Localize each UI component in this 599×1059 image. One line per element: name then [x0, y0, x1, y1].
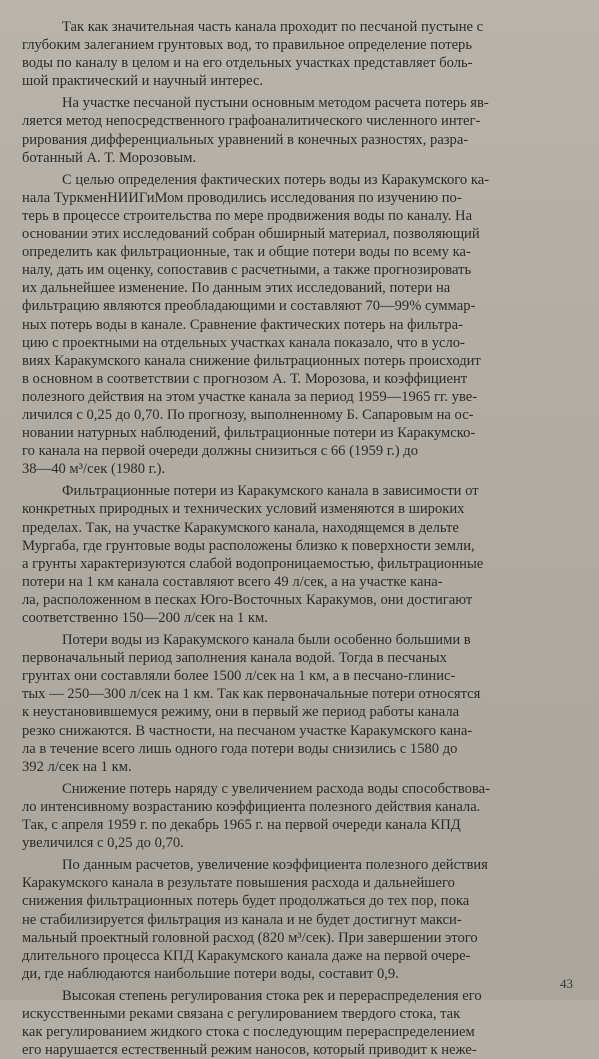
text-line: виях Каракумского канала снижение фильтрационных потерь происходит: [22, 352, 481, 369]
text-line: ла, расположенном в песках Юго-Восточных Каракумов, они достигают: [22, 591, 473, 608]
text-line: первоначальный период заполнения канала водой. Тогда в песчаных: [22, 650, 447, 667]
text-line: длительного процесса КПД Каракумского канала даже на первой очере-: [22, 947, 471, 964]
text-line: По данным расчетов, увеличение коэффициента полезного действия: [62, 857, 488, 874]
text-line: Высокая степень регулирования стока рек и перераспределения его: [62, 987, 482, 1004]
text-line: цию с проектными на отдельных участках канала показало, что в усло-: [22, 334, 465, 351]
text-line: снижения фильтрационных потерь будет продолжаться до тех пор, пока: [22, 893, 470, 910]
text-line: не стабилизируется фильтрация из канала и не будет достигнут макси-: [22, 911, 462, 928]
text-line: воды по каналу в целом и на его отдельных участках представляет боль-: [22, 55, 473, 72]
text-line: Каракумского канала в результате повышения расхода и дальнейшего: [22, 875, 455, 892]
text-line: основании этих исследований собран обширный материал, позволяющий: [22, 226, 480, 243]
paragraph: [22, 631, 575, 776]
text-line: На участке песчаной пустыни основным методом расчета потерь яв-: [62, 95, 489, 112]
text-line: фильтрацию являются преобладающими и составляют 70—99% суммар-: [22, 298, 476, 315]
text-line: нала ТуркменНИИГиМом проводились исследования по изучению по-: [22, 189, 462, 206]
text-line: личился с 0,25 до 0,70. По прогнозу, выполненному Б. Сапаровым на ос-: [22, 406, 474, 423]
text-line: потери на 1 км канала составляют всего 49 л/сек, а на участке кана-: [22, 573, 443, 590]
paragraph: [22, 856, 575, 983]
text-line: го канала на первой очереди должны снизиться с 66 (1959 г.) до: [22, 443, 418, 460]
text-line: резко снижаются. В частности, на песчаном участке Каракумского кана-: [22, 722, 473, 739]
text-line: к неустановившемуся режиму, они в первый же период работы канала: [22, 704, 460, 721]
text-line: грунтах они составляли более 1500 л/сек на 1 км, а в песчано-глинис-: [22, 668, 456, 685]
text-line: ботанный А. Т. Морозовым.: [22, 149, 197, 166]
text-line: соответственно 150—200 л/сек на 1 км.: [22, 610, 268, 626]
text-line: Так как значительная часть канала проходит по песчаной пустыне с: [62, 19, 484, 35]
text-line: шой практический и научный интерес.: [22, 73, 264, 90]
text-line: в основном в соответствии с прогнозом А. Т. Морозова, и коэффициент: [22, 370, 468, 387]
text-line: Мургаба, где грунтовые воды расположены близко к поверхности земли,: [22, 537, 475, 554]
text-line: Снижение потерь наряду с увеличением расхода воды способствова-: [62, 780, 490, 797]
text-line: его нарушается естественный режим наносов, который приводит к неже-: [22, 1042, 477, 1059]
text-line: глубоким залеганием грунтовых вод, то правильное определение потерь: [22, 37, 473, 54]
paragraph: [22, 18, 575, 90]
text-line: рирования дифференциальных уравнений в конечных разностях, разра-: [22, 131, 469, 148]
text-line: ло интенсивному возрастанию коэффициента полезного действия канала.: [22, 798, 481, 815]
text-line: тых — 250—300 л/сек на 1 км. Так как первоначальные потери относятся: [22, 686, 481, 703]
text-line: пределах. Так, на участке Каракумского канала, находящемся в дельте: [22, 519, 459, 536]
paragraph: [22, 482, 575, 627]
text-line: новании натурных наблюдений, фильтрационные потери из Каракумско-: [22, 425, 476, 442]
text-line: мальный проектный головной расход (820 м³/сек). При завершении этого: [22, 929, 478, 946]
text-line: ных потерь воды в канале. Сравнение фактических потерь на фильтра-: [22, 316, 463, 333]
text-line: полезного действия на этом участке канала за период 1959—1965 гг. уве-: [22, 388, 478, 405]
text-line: конкретных природных и технических условий изменяются в широких: [22, 501, 465, 518]
text-line: ди, где наблюдаются наибольшие потери воды, составит 0,9.: [22, 965, 399, 982]
paragraph: [22, 94, 575, 166]
text-line: С целью определения фактических потерь воды из Каракумского ка-: [62, 171, 490, 188]
text-line: Фильтрационные потери из Каракумского канала в зависимости от: [62, 483, 479, 500]
text-body: [22, 18, 575, 1059]
paragraph: [22, 171, 575, 479]
text-line: налу, дать им оценку, сопоставив с расчетными, а также прогнозировать: [22, 262, 472, 279]
text-line: 38—40 м³/сек (1980 г.).: [22, 461, 166, 478]
text-line: терь в процессе строительства по мере продвижения воды по каналу. На: [22, 207, 473, 224]
text-line: Потери воды из Каракумского канала были особенно большими в: [62, 632, 471, 649]
text-line: увеличился с 0,25 до 0,70.: [22, 835, 184, 852]
text-line: а грунты характеризуются слабой водопроницаемостью, фильтрационные: [22, 555, 484, 572]
page-number: 43: [560, 976, 573, 991]
text-line: определить как фильтрационные, так и общие потери воды по всему ка-: [22, 244, 471, 261]
text-line: ла в течение всего лишь одного года потери воды снизились с 1580 до: [22, 740, 458, 757]
paragraph: [22, 780, 575, 852]
text-line: ляется метод непосредственного графоаналитического численного интег-: [22, 113, 481, 130]
text-line: как регулированием жидкого стока с последующим перераспределением: [22, 1024, 475, 1041]
text-line: 392 л/сек на 1 км.: [22, 758, 132, 775]
paragraph: [22, 987, 575, 1059]
text-line: искусственными реками связана с регулированием твердого стока, так: [22, 1005, 461, 1022]
text-line: Так, с апреля 1959 г. по декабрь 1965 г. на первой очереди канала КПД: [22, 817, 461, 834]
text-line: их дальнейшее изменение. По данным этих исследований, потери на: [22, 280, 451, 297]
